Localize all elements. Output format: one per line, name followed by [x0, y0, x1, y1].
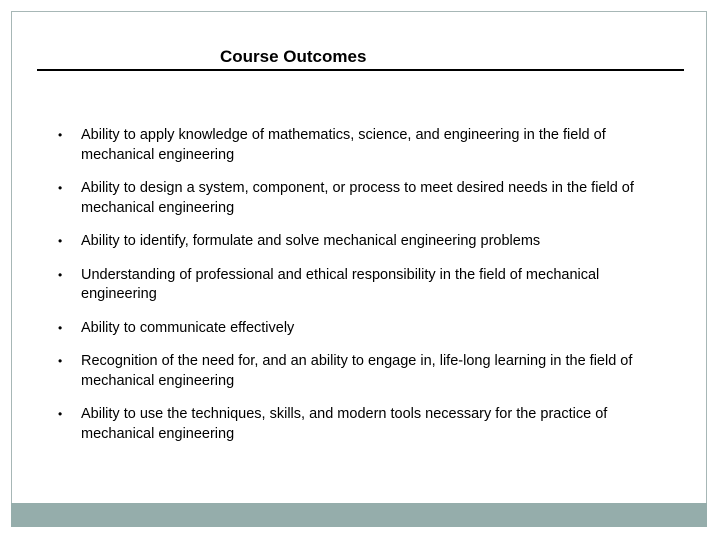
list-item-text: Recognition of the need for, and an ability to engage in, life-long learning in the field of mechanical engineering: [81, 353, 633, 389]
title-underline: [37, 69, 684, 71]
list-item: [58, 126, 678, 165]
bullet-icon: •: [58, 128, 63, 142]
list-item-text: Ability to identify, formulate and solve mechanical engineering problems: [81, 233, 541, 249]
bullet-icon: •: [58, 407, 63, 421]
list-item-text: Ability to use the techniques, skills, and modern tools necessary for the practice of mechanical engineering: [81, 406, 608, 442]
bullet-icon: •: [58, 234, 63, 248]
list-item: [58, 266, 678, 305]
bullet-icon: •: [58, 320, 63, 335]
bullet-icon: •: [58, 267, 63, 282]
bullet-icon: •: [58, 181, 63, 195]
slide-title: Course Outcomes: [220, 47, 367, 66]
list-item-text: Ability to apply knowledge of mathematics, science, and engineering in the field of mechanical engineering: [81, 127, 606, 163]
outcomes-list: [58, 126, 678, 458]
bullet-icon: •: [58, 354, 63, 368]
list-item: [58, 179, 678, 218]
list-item: [58, 319, 678, 339]
list-item: [58, 232, 678, 252]
list-item-text: Ability to communicate effectively: [81, 319, 295, 336]
list-item: [58, 352, 678, 391]
list-item: [58, 405, 678, 444]
list-item-text: Understanding of professional and ethical responsibility in the field of mechanical engineering: [81, 266, 600, 302]
list-item-text: Ability to design a system, component, or process to meet desired needs in the field of mechanical engineering: [81, 180, 634, 216]
footer-band: [11, 503, 707, 527]
